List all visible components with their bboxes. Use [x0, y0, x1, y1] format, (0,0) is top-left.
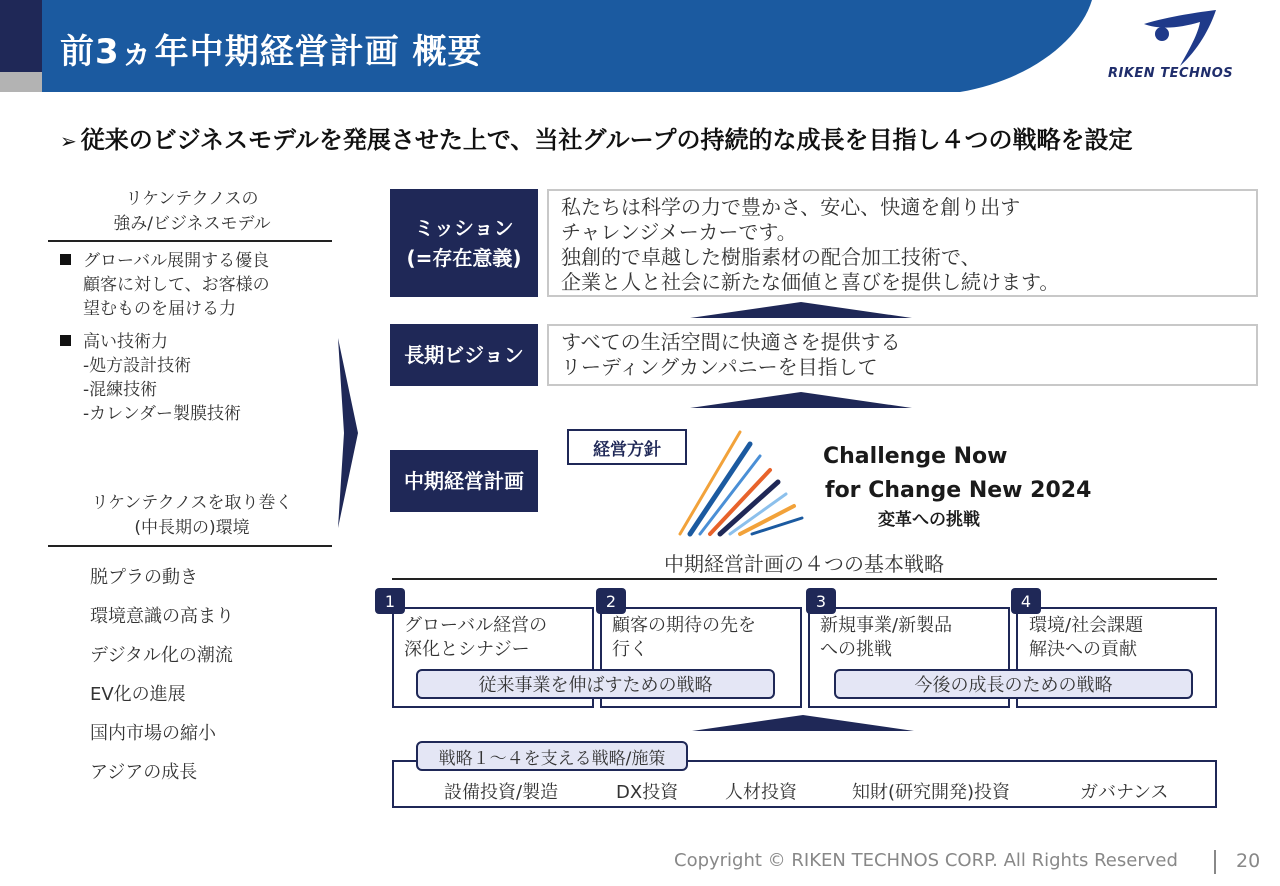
management-policy-tag: 経営方針: [567, 429, 687, 465]
bullet-line: -カレンダー製膜技術: [83, 404, 242, 424]
strategy-text-2: [612, 614, 756, 662]
mission-line: 独創的で卓越した樹脂素材の配合加工技術で、: [561, 245, 981, 269]
bullet-line: グローバル展開する優良: [83, 251, 270, 271]
mission-line: チャレンジメーカーです。: [561, 220, 797, 244]
mission-statement: [547, 189, 1258, 297]
vision-label: 長期ビジョン: [390, 324, 538, 386]
strategy-line: 環境/社会課題: [1029, 615, 1144, 636]
strategies-title: 中期経営計画の４つの基本戦略: [664, 552, 944, 576]
strategy-line: 行く: [612, 639, 648, 660]
page-number: 20: [1236, 850, 1261, 872]
vision-statement: [547, 324, 1258, 386]
mission-line: 私たちは科学の力で豊かさ、安心、快適を創り出す: [561, 195, 1021, 219]
square-bullet-icon: [60, 254, 71, 265]
slogan-line2: for Change New 2024: [825, 478, 1092, 503]
env-item: 環境意識の高まり: [90, 606, 234, 627]
strategy-text-3: [820, 614, 952, 662]
strategy-number-badge: 1: [375, 588, 405, 614]
chevron-right-icon: [336, 338, 360, 528]
logo-wordmark: RIKEN TECHNOS: [1108, 66, 1234, 81]
strategy-line: 新規事業/新製品: [820, 615, 953, 636]
square-bullet-icon: [60, 335, 71, 346]
support-item: 人材投資: [725, 782, 797, 803]
vision-line: リーディングカンパニーを目指して: [561, 355, 878, 379]
slogan-line1: Challenge Now: [823, 444, 1008, 469]
bullet-line: -処方設計技術: [83, 356, 192, 376]
strategy-text-4: [1029, 614, 1143, 662]
strengths-divider: [48, 240, 332, 242]
future-growth-strategy-pill: 今後の成長のための戦略: [834, 669, 1193, 699]
strategy-text-1: [404, 614, 547, 662]
footer-divider: [1214, 850, 1216, 874]
env-item: EV化の進展: [90, 684, 186, 705]
strength-bullet-tech: [60, 330, 241, 426]
bullet-arrow-icon: ➢: [60, 129, 77, 153]
strengths-heading: [48, 187, 336, 237]
strategy-line: グローバル経営の: [404, 615, 548, 636]
strategy-number-badge: 3: [806, 588, 836, 614]
support-item: 設備投資/製造: [444, 782, 559, 803]
midterm-plan-label: 中期経営計画: [390, 450, 538, 512]
vision-line: すべての生活空間に快適さを提供する: [561, 330, 901, 354]
strength-bullet-global: [60, 249, 270, 321]
strategy-number-badge: 4: [1011, 588, 1041, 614]
up-arrow-icon: [690, 390, 912, 408]
bullet-line: -混練技術: [83, 380, 158, 400]
riken-technos-logo-icon: [1140, 8, 1220, 68]
subtitle: [60, 120, 1132, 155]
support-item: ガバナンス: [1080, 782, 1169, 803]
env-item: アジアの成長: [90, 762, 198, 783]
copyright-text: Copyright © RIKEN TECHNOS CORP. All Rights Reserved: [674, 850, 1178, 871]
strengths-heading-line1: リケンテクノスの: [125, 189, 259, 209]
strategy-line: 解決への貢献: [1029, 639, 1137, 660]
mission-label-line1: ミッション: [414, 216, 514, 240]
page-title: 前3ヵ年中期経営計画 概要: [60, 32, 483, 72]
slogan-japanese: 変革への挑戦: [878, 510, 980, 530]
support-item: 知財(研究開発)投資: [852, 782, 1011, 803]
mission-line: 企業と人と社会に新たな価値と喜びを提供し続けます。: [561, 270, 1060, 294]
strategy-line: 深化とシナジー: [404, 639, 530, 660]
existing-business-strategy-pill: 従来事業を伸ばすための戦略: [416, 669, 775, 699]
up-arrow-icon: [692, 713, 914, 731]
environment-divider: [48, 545, 332, 547]
support-item: DX投資: [616, 782, 679, 803]
env-item: 脱プラの動き: [90, 567, 198, 588]
strategy-line: への挑戦: [820, 639, 892, 660]
slogan-streaks-graphic: [672, 426, 814, 538]
bullet-line: 望むものを届ける力: [83, 299, 236, 319]
environment-heading-line2: (中長期の)環境: [134, 518, 250, 538]
bullet-line: 高い技術力: [83, 332, 168, 352]
supporting-strategies-tag: 戦略１～４を支える戦略/施策: [416, 741, 688, 771]
environment-heading-line1: リケンテクノスを取り巻く: [91, 493, 293, 513]
environment-heading: [48, 491, 336, 541]
subtitle-text: 従来のビジネスモデルを発展させた上で、当社グループの持続的な成長を目指し４つの戦略を設定: [80, 126, 1133, 154]
strategy-line: 顧客の期待の先を: [612, 615, 756, 636]
env-item: 国内市場の縮小: [90, 723, 216, 744]
env-item: デジタル化の潮流: [90, 645, 233, 666]
mission-label-line2: (=存在意義): [406, 246, 522, 270]
mission-label: [390, 189, 538, 297]
strengths-heading-line2: 強み/ビジネスモデル: [113, 214, 271, 234]
strategy-number-badge: 2: [596, 588, 626, 614]
up-arrow-icon: [690, 300, 912, 318]
strategies-divider: [392, 578, 1217, 580]
bullet-line: 顧客に対して、お客様の: [83, 275, 270, 295]
